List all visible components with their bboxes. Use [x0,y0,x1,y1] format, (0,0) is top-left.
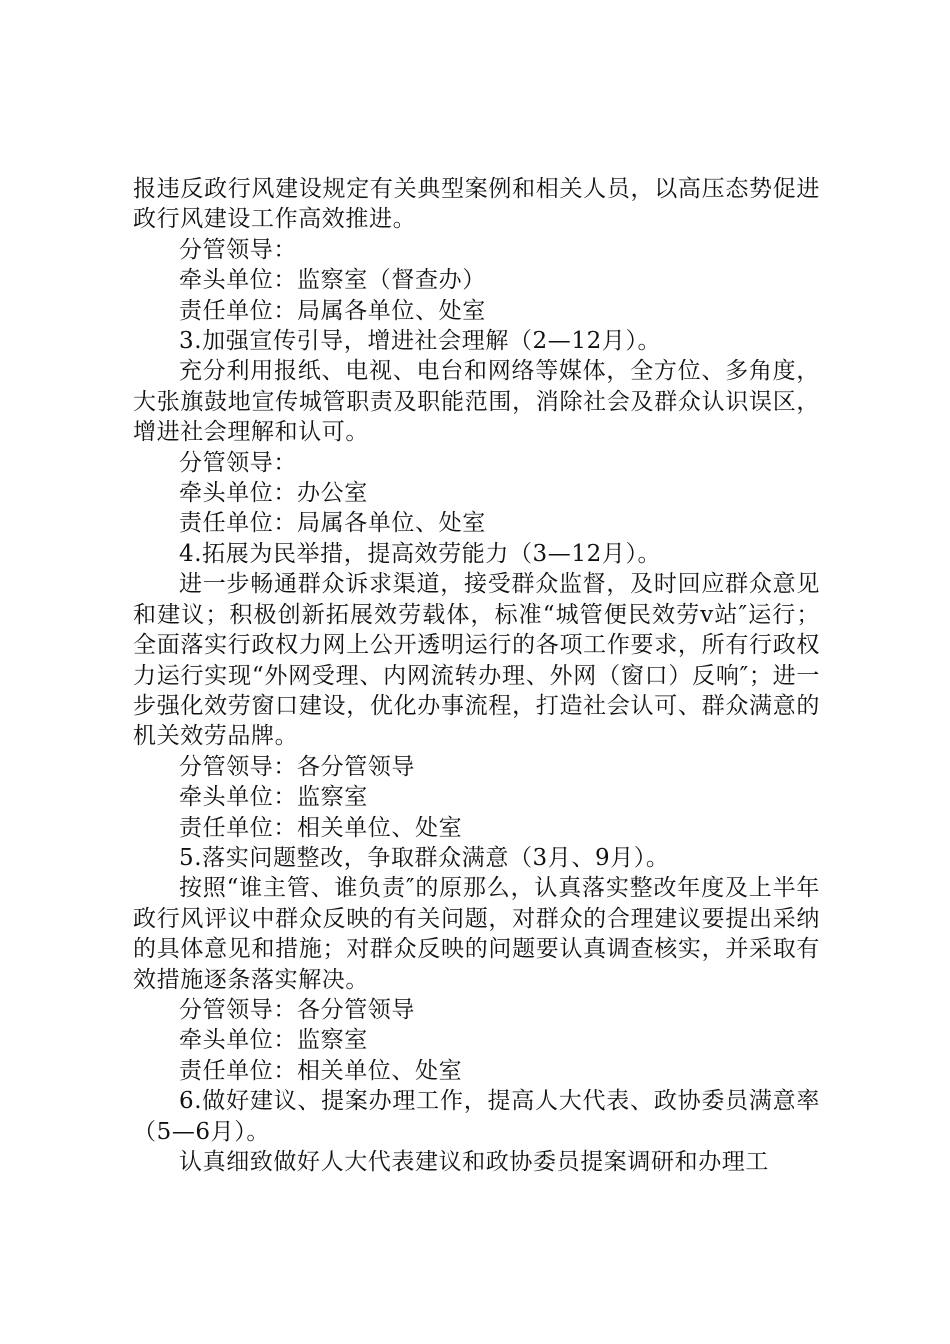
section-heading: 3.加强宣传引导，增进社会理解（2—12月）。 [179,328,662,355]
paragraph: 认真细致做好人大代表建议和政协委员提案调研和办理工 [179,1149,769,1175]
paragraph: 分管领导：各分管领导 [179,753,415,780]
paragraph: 牵头单位：办公室 [179,480,368,507]
paragraph: 报违反政行风建设规定有关典型案例和相关人员，以高压态势促进政行风建设工作高效推进。 [133,176,820,233]
section-heading: 5.落实问题整改，争取群众满意（3月、9月）。 [179,844,670,871]
paragraph: 责任单位：相关单位、处室 [179,1057,463,1084]
paragraph: 责任单位：局属各单位、处室 [179,510,486,537]
paragraph: 牵头单位：监察室 [179,784,368,811]
section-heading: 6.做好建议、提案办理工作，提高人大代表、政协委员满意率（5—6月）。 [133,1088,820,1145]
paragraph: 分管领导： [179,449,297,476]
paragraph: 责任单位：相关单位、处室 [179,814,463,841]
paragraph: 分管领导： [179,236,297,263]
paragraph: 进一步畅通群众诉求渠道，接受群众监督，及时回应群众意见和建议；积极创新拓展效劳载体，标准“城管便民效劳v站″运行；全面落实行政权力网上公开透明运行的各项工作要求，所有行政权力运行实现“外网受理、内网流转办理、外网（窗口）反响″；进一步强化效劳窗口建设，优化办事流程，打造社会认可、群众满意的机关效劳品牌。 [133,571,820,750]
paragraph: 责任单位：局属各单位、处室 [179,297,486,324]
document-body [133,174,820,1177]
paragraph: 牵头单位：监察室（督查办） [179,267,486,294]
paragraph: 牵头单位：监察室 [179,1027,368,1054]
paragraph: 充分利用报纸、电视、电台和网络等媒体，全方位、多角度，大张旗鼓地宣传城管职责及职能范围，消除社会及群众认识误区，增进社会理解和认可。 [133,358,820,446]
section-heading: 4.拓展为民举措，提高效劳能力（3—12月）。 [179,540,662,567]
paragraph: 分管领导：各分管领导 [179,996,415,1023]
paragraph: 按照“谁主管、谁负责″的原那么，认真落实整改年度及上半年政行风评议中群众反映的有关问题，对群众的合理建议要提出采纳的具体意见和措施；对群众反映的问题要认真调查核实，并采取有效措施逐条落实解决。 [133,875,820,993]
